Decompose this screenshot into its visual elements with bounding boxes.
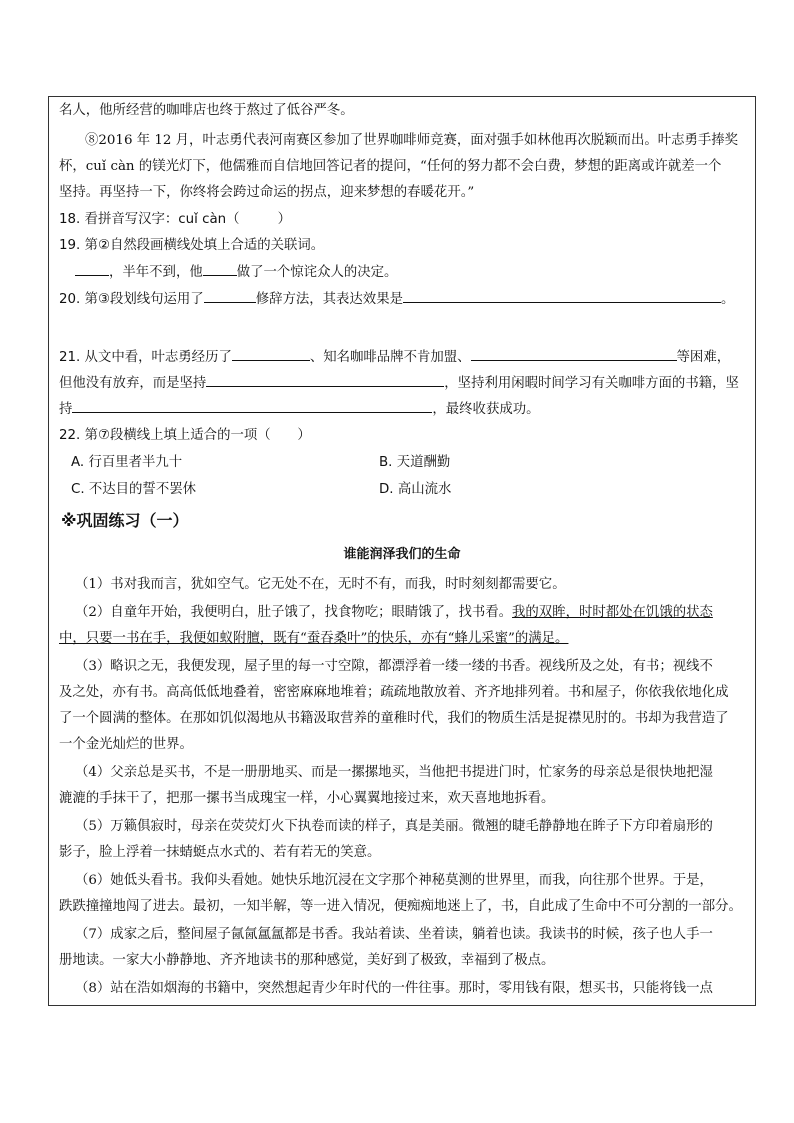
option-b[interactable]: B. 天道酬勤 <box>379 455 451 470</box>
paragraph-3: （3）略识之无，我便发现，屋子里的每一寸空隙，都漂浮着一缕一缕的书香。视线所及之处，有书；视线不 <box>75 659 713 674</box>
paragraph-4-line: 漉漉的手抹干了，把那一摞书当成瑰宝一样，小心翼翼地接过来，欢天喜地地拆看。 <box>59 791 555 806</box>
paragraph-3-line: 了一个圆满的整体。在那如饥似渴地从书籍汲取营养的童稚时代，我们的物质生活是捉襟见肘的。书却为我营造了 <box>59 711 729 726</box>
paragraph-3-line: 一个金光灿烂的世界。 <box>59 737 193 752</box>
question-21-line3: 持 ，最终收获成功。 <box>59 399 745 420</box>
paragraph-8: （8）站在浩如烟海的书籍中，突然想起青少年时代的一件往事。那时，零用钱有限，想买书，只能将钱一点 <box>75 981 713 996</box>
option-c[interactable]: C. 不达目的誓不罢休 <box>71 482 196 497</box>
passage-line: 坚持。再坚持一下，你终将会跨过命运的拐点，迎来梦想的春暖花开。” <box>59 185 475 200</box>
worksheet-frame <box>48 96 756 1006</box>
paragraph-7: （7）成家之后，整间屋子氤氤氲氲都是书香。我站着读、坐着读，躺着也读。我读书的时候，孩子也人手一 <box>75 927 713 942</box>
answer-blank[interactable] <box>75 262 109 276</box>
paragraph-6-line: 跌跌撞撞地闯了进去。最初，一知半解，等一进入情况，便痴痴地迷上了，书，自此成了生命中不可分割的一部分。 <box>59 899 742 914</box>
question-21: 21. 从文中看，叶志勇经历了 、知名咖啡品牌不肯加盟、 等困难， <box>59 347 745 368</box>
paragraph-2-line <box>59 629 745 649</box>
paragraph-1: （1）书对我而言，犹如空气。它无处不在，无时不有，而我，时时刻刻都需要它。 <box>75 577 566 592</box>
passage-line: 名人，他所经营的咖啡店也终于熬过了低谷严冬。 <box>59 103 354 118</box>
answer-blank[interactable] <box>471 347 677 361</box>
paragraph-5: （5）万籁俱寂时，母亲在荧荧灯火下执卷而读的样子，真是美丽。微翘的睫毛静静地在眸子下方印着扇形的 <box>75 819 713 834</box>
option-a[interactable]: A. 行百里者半九十 <box>71 455 183 470</box>
question-20: 20. 第③段划线句运用了 修辞方法，其表达效果是 。 <box>59 289 745 310</box>
paragraph-5-line: 影子，脸上浮着一抹蜻蜓点水式的、若有若无的笑意。 <box>59 845 381 860</box>
passage-line: ⑧2016 年 12 月，叶志勇代表河南赛区参加了世界咖啡师竞赛，面对强手如林他再次脱颖而出。叶志勇手捧奖 <box>85 133 739 148</box>
answer-blank[interactable] <box>403 289 721 303</box>
question-22: 22. 第⑦段横线上填上适合的一项（ ） <box>59 428 311 443</box>
paragraph-6: （6）她低头看书。我仰头看她。她快乐地沉浸在文字那个神秘莫测的世界里，而我，向往那个世界。于是， <box>75 873 713 888</box>
answer-blank[interactable] <box>204 289 256 303</box>
paragraph-2: （2）自童年开始，我便明白，肚子饿了，找食物吃；眼睛饿了，找书看。我的双眸，时时都处在饥饿的状态 <box>75 605 713 620</box>
question-19-line: ，半年不到，他 做了一个惊诧众人的决定。 <box>75 262 745 283</box>
answer-blank[interactable] <box>232 347 310 361</box>
section-heading: ※巩固练习（一） <box>61 511 189 530</box>
answer-blank[interactable] <box>203 262 237 276</box>
underlined-sentence: 中，只要一书在手，我便如蚁附膻，既有“蚕吞桑叶”的快乐，亦有“蜂儿采蜜”的满足。 <box>59 631 569 646</box>
answer-blank[interactable] <box>206 373 444 387</box>
answer-blank[interactable] <box>72 399 432 413</box>
paragraph-3-line: 及之处，亦有书。高高低低地叠着，密密麻麻地堆着；疏疏地散放着、齐齐地排列着。书和屋子，你依我依地化成 <box>59 685 729 700</box>
option-d[interactable]: D. 高山流水 <box>379 482 452 497</box>
reading-title: 谁能润泽我们的生命 <box>343 547 461 562</box>
question-19: 19. 第②自然段画横线处填上合适的关联词。 <box>59 238 325 253</box>
underlined-sentence: 我的双眸，时时都处在饥饿的状态 <box>512 605 713 620</box>
paragraph-7-line: 册地读。一家大小静静地、齐齐地读书的那种感觉，美好到了极致，幸福到了极点。 <box>59 953 555 968</box>
question-18: 18. 看拼音写汉字：cuǐ càn（ ） <box>59 212 291 227</box>
paragraph-4: （4）父亲总是买书，不是一册册地买、而是一摞摞地买，当他把书提进门时，忙家务的母亲总是很快地把湿 <box>75 765 713 780</box>
passage-line: 杯，cuǐ càn 的镁光灯下，他儒雅而自信地回答记者的提问，“任何的努力都不会白费，梦想的距离或许就差一个 <box>59 159 722 174</box>
question-21-line2: 但他没有放弃，而是坚持 ，坚持利用闲暇时间学习有关咖啡方面的书籍，坚 <box>59 373 745 394</box>
